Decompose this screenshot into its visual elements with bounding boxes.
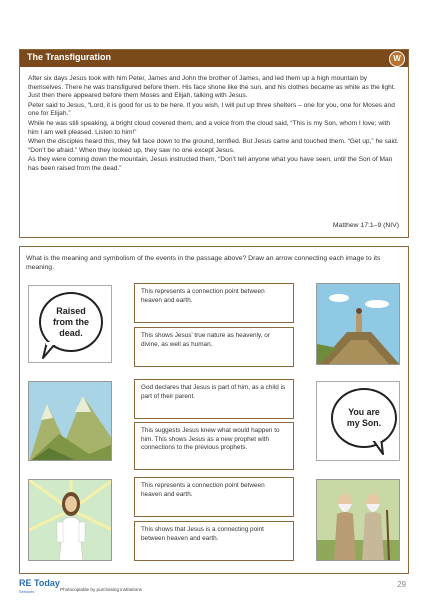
meaning-text: This represents a connection point between heaven and earth. (141, 288, 265, 304)
moses-elijah-illustration (317, 480, 400, 561)
passage-header (20, 50, 408, 67)
passage-text (28, 75, 400, 175)
passage-paragraph: While he was still speaking, a bright cloud covered them, and a voice from the cloud said, “This is my Son, whom I love; with him I am well pleased. Listen to him!” (28, 119, 391, 136)
meaning-text: This shows Jesus’ true nature as heavenly, or divine, as well as human. (141, 332, 270, 348)
meaning-text: God declares that Jesus is part of him, as a child is part of their parent. (141, 384, 286, 400)
jesus-glowing-image[interactable] (28, 479, 112, 561)
meaning-box-1[interactable] (134, 283, 294, 323)
meaning-box-6[interactable] (134, 521, 294, 561)
passage-title: The Transfiguration (27, 52, 112, 62)
meaning-box-2[interactable] (134, 327, 294, 367)
bubble-tail-icon (41, 342, 61, 360)
mountains-image[interactable] (28, 381, 112, 461)
w-badge-icon: W (389, 51, 405, 67)
moses-elijah-image[interactable] (316, 479, 400, 561)
jesus-on-mountain-illustration (317, 284, 400, 365)
bubble-tail-icon (369, 438, 389, 456)
meaning-text: This suggests Jesus knew what would happen to him. This shows Jesus as a new prophet with connections to the previous prophets. (141, 427, 280, 452)
page-number: 29 (397, 580, 406, 589)
meaning-box-4[interactable] (134, 422, 294, 470)
jesus-on-mountain-image[interactable] (316, 283, 400, 365)
passage-paragraph: After six days Jesus took with him Peter, James and John the brother of James, and led them up a high mountain by themselves. There he was transfigured before them. His face shone like the sun, and his clothes became as white as the light. Just then there appeared before them Moses and Elijah, talking with Jesus. (28, 75, 396, 100)
passage-citation: Matthew 17:1–9 (NIV) (332, 222, 399, 229)
passage-paragraph: Peter said to Jesus, “Lord, it is good for us to be here. If you wish, I will put up three shelters – one for you, one for Moses and one for Elijah.” (28, 101, 395, 118)
passage-paragraph: When the disciples heard this, they fell face down to the ground, terrified. But Jesus came and touched them. “Get up,” he said. “Don’t be afraid.” When they looked up, they saw no one except Jesus. (28, 138, 399, 154)
meaning-text: This represents a connection point between heaven and earth. (141, 482, 265, 498)
meaning-box-5[interactable] (134, 477, 294, 517)
passage-paragraph: As they were coming down the mountain, Jesus instructed them, “Don’t tell anyone what you have seen, until the Son of Man has been raised from the dead.” (28, 156, 393, 172)
bubble-text-raised: Raised from the dead. (53, 305, 89, 338)
jesus-glowing-illustration (29, 480, 112, 561)
bubble-text-son: You are my Son. (346, 407, 382, 428)
meaning-text: This shows that Jesus is a connecting point between heaven and earth. (141, 526, 264, 542)
activity-box (19, 246, 409, 574)
mountains-illustration (29, 382, 112, 461)
logo-subtitle: Services (19, 589, 35, 594)
activity-instruction: What is the meaning and symbolism of the events in the passage above? Draw an arrow connecting each image to its meaning. (26, 255, 381, 271)
re-today-logo: RE Today (19, 578, 60, 588)
speech-bubble-raised-image[interactable] (28, 285, 112, 363)
meaning-box-3[interactable] (134, 379, 294, 419)
speech-bubble-son-image[interactable] (316, 381, 400, 461)
copyright-note: Photocopiable by purchasing institutions (60, 587, 142, 592)
passage-box (19, 49, 409, 238)
